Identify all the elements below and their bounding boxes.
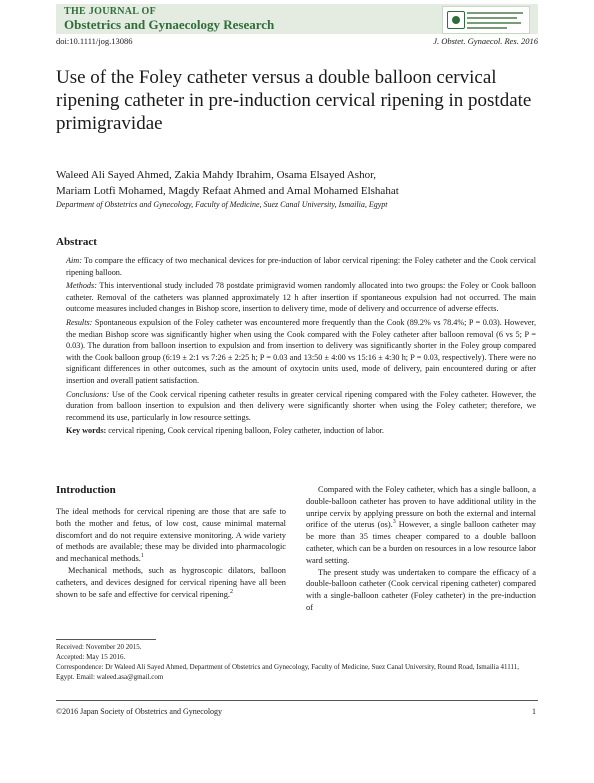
authors-line-1: Waleed Ali Sayed Ahmed, Zakia Mahdy Ibrahim, Osama Elsayed Ashor, bbox=[56, 169, 377, 181]
article-title: Use of the Foley catheter versus a double balloon cervical ripening catheter in pre-induction cervical ripening in postdate primigravidae bbox=[56, 67, 532, 134]
intro-paragraph-4: The present study was undertaken to compare the efficacy of a double-balloon catheter (Cook cervical ripening catheter) compared with a single-balloon catheter (Foley catheter) in the pre-induction of bbox=[306, 567, 536, 612]
page-number: 1 bbox=[532, 707, 536, 716]
journal-the: THE JOURNAL OF bbox=[64, 6, 156, 17]
abstract-conclusions: Conclusions: Use of the Cook cervical ripening catheter results in greater cervical ripening compared with the Foley catheter. However, the duration from balloon insertion to expulsion and then delivery were significantly shorter when using the Foley catheter; therefore, we recommend its use, particularly in low resource settings. bbox=[66, 389, 537, 422]
footer-divider bbox=[56, 700, 538, 701]
footnote bbox=[56, 642, 536, 682]
column-left bbox=[56, 506, 286, 600]
doi[interactable]: doi:10.1111/jog.13086 bbox=[56, 36, 133, 46]
column-right bbox=[306, 484, 536, 614]
abstract-heading: Abstract bbox=[56, 236, 97, 248]
society-emblem-icon bbox=[447, 11, 465, 29]
abstract-methods: Methods: This interventional study included 78 postdate primigravid women randomly allocated into two groups: the Foley or Cook balloon catheter. Removal of the catheters was planned approximately 12 h after insertion if spontaneous expulsion had not occurred. The main outcome measures included changes in Bishop score, insertion to delivery time, mode of delivery and occurrence of adverse effects. bbox=[66, 281, 536, 314]
abstract-keywords: Key words: cervical ripening, Cook cervical ripening balloon, Foley catheter, induction of labor. bbox=[66, 426, 384, 436]
accepted-date: Accepted: May 15 2016. bbox=[56, 653, 126, 661]
intro-paragraph-1: The ideal methods for cervical ripening are those that are safe to both the mother and fetus, of low cost, cause minimal maternal discomfort and do not require extensive monitoring. A wide variety of methods are available; these may be divided into pharmacologic and mechanical methods.$^1$ bbox=[56, 507, 286, 564]
reference-2[interactable]: 2 bbox=[230, 588, 234, 595]
correspondence: Correspondence: Dr Waleed Ali Sayed Ahmed, Department of Obstetrics and Gynecology, Faculty of Medicine, Suez Canal University, Round Road, Ismailia 41111, Egypt. Email: waleed.asa@gmail.com bbox=[56, 663, 520, 681]
society-logo bbox=[442, 6, 530, 34]
abstract-results: Results: Spontaneous expulsion of the Foley catheter was encountered more frequently than the Cook (89.2% vs 78.4%; P = 0.03). However, the median Bishop score was significantly higher when using the Cook compared with the Foley catheter after balloon removal (6 vs 5; P = 0.03). The duration from balloon insertion to expulsion and from insertion to delivery was significantly shorter in the Foley group compared with the Cook balloon group (6:19 ± 2:1 vs 7:26 ± 2:25 h; P = 0.03 and 13:50 ± 4:00 vs 15:16 ± 4:30 h; P = 0.03, respectively). There were no significant differences in other outcomes, such as the amount of oxytocin units used, mode of delivery, pain encountered during or after insertion and overall patient satisfaction. bbox=[66, 317, 536, 385]
journal-citation: J. Obstet. Gynaecol. Res. 2016 bbox=[433, 36, 538, 46]
journal-banner bbox=[56, 4, 538, 34]
intro-paragraph-3: Compared with the Foley catheter, which has a single balloon, a double-balloon catheter has proven to have additional utility in the unripe cervix by applying pressure on both the external and internal orifice of the uterus (os).$^3$ However, a single balloon catheter may be more than 35 times cheaper compared to a double balloon catheter, which can be a burden on resources in a low resource labor ward setting. bbox=[306, 485, 536, 565]
abstract-body bbox=[66, 255, 536, 439]
affiliation: Department of Obstetrics and Gynecology, Faculty of Medicine, Suez Canal University, Ismailia, Egypt bbox=[56, 200, 388, 209]
journal-name: Obstetrics and Gynaecology Research bbox=[64, 17, 275, 32]
abstract-aim: Aim: To compare the efficacy of two mechanical devices for pre-induction of labor cervical ripening: the Foley catheter and the Cook cervical ripening balloon. bbox=[66, 256, 536, 277]
reference-1[interactable]: 1 bbox=[140, 553, 144, 560]
intro-paragraph-2: Mechanical methods, such as hygroscopic dilators, balloon catheters, and devices designed for cervical ripening have all been shown to be safe and effective for cervical ripening.$^2$ bbox=[56, 565, 286, 599]
author-list bbox=[56, 167, 536, 199]
authors-line-2: Mariam Lotfi Mohamed, Magdy Refaat Ahmed and Amal Mohamed Elshahat bbox=[56, 185, 399, 197]
reference-3[interactable]: 3 bbox=[392, 519, 396, 526]
copyright: ©2016 Japan Society of Obstetrics and Gynecology bbox=[56, 707, 223, 716]
footnote-divider bbox=[56, 639, 156, 640]
received-date: Received: November 20 2015. bbox=[56, 643, 142, 651]
introduction-heading: Introduction bbox=[56, 484, 116, 496]
